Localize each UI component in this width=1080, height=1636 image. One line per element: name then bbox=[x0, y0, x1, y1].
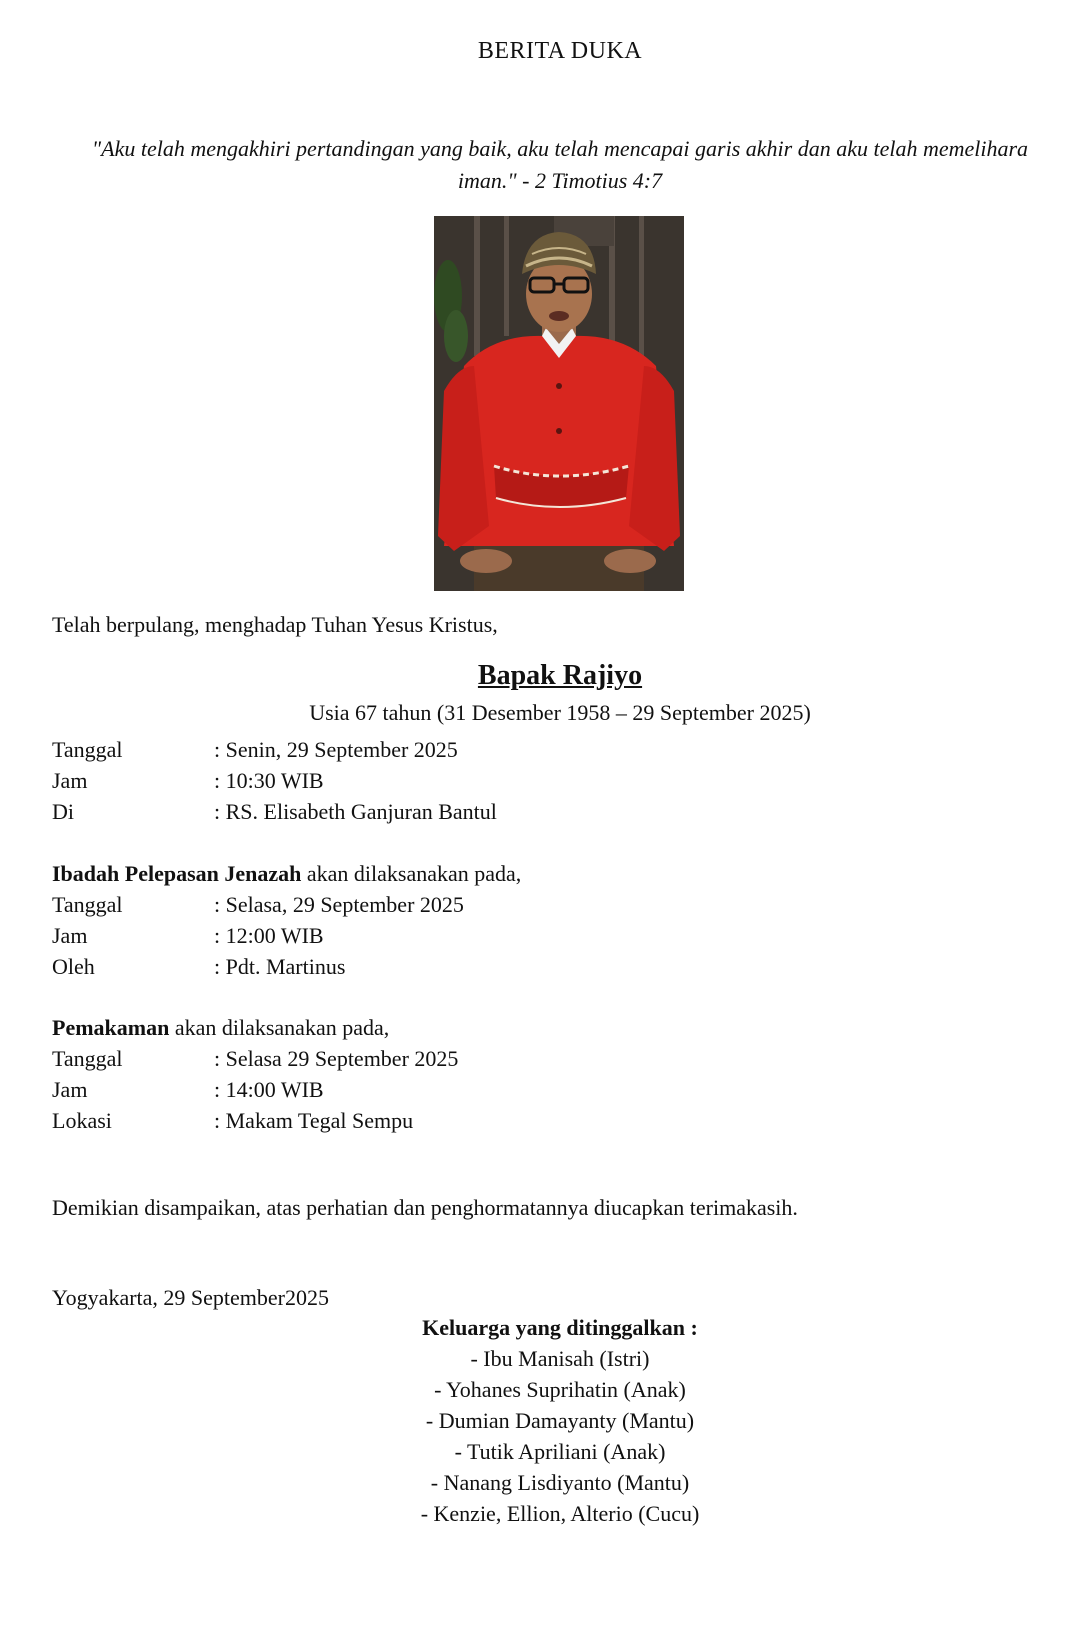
detail-value: : 14:00 WIB bbox=[214, 1077, 324, 1102]
detail-row bbox=[52, 1043, 458, 1074]
burial-heading-bold: Pemakaman bbox=[52, 1015, 170, 1040]
place-date: Yogyakarta, 29 September2025 bbox=[52, 1285, 329, 1310]
service-heading bbox=[52, 858, 521, 889]
detail-label: Tanggal bbox=[52, 737, 123, 762]
detail-row bbox=[52, 889, 521, 920]
burial-details bbox=[52, 1012, 458, 1136]
portrait-photo bbox=[434, 216, 684, 591]
burial-heading-rest: akan dilaksanakan pada, bbox=[169, 1015, 390, 1040]
detail-row bbox=[52, 1074, 458, 1105]
detail-value: : 12:00 WIB bbox=[214, 923, 324, 948]
detail-value: : Selasa 29 September 2025 bbox=[214, 1046, 459, 1071]
detail-label: Oleh bbox=[52, 954, 95, 979]
deceased-age: Usia 67 tahun (31 Desember 1958 – 29 September 2025) bbox=[309, 700, 811, 725]
detail-row bbox=[52, 1105, 458, 1136]
service-heading-bold: Ibadah Pelepasan Jenazah bbox=[52, 861, 302, 886]
family-title: Keluarga yang ditinggalkan : bbox=[422, 1315, 698, 1340]
detail-label: Jam bbox=[52, 768, 88, 793]
family-member: - Nanang Lisdiyanto (Mantu) bbox=[430, 1470, 690, 1495]
detail-label: Tanggal bbox=[52, 1046, 123, 1071]
family-list bbox=[300, 1312, 820, 1529]
burial-heading bbox=[52, 1012, 458, 1043]
closing-text: Demikian disampaikan, atas perhatian dan penghormatannya diucapkan terimakasih. bbox=[52, 1195, 798, 1220]
detail-row bbox=[52, 920, 521, 951]
service-heading-rest: akan dilaksanakan pada, bbox=[301, 861, 522, 886]
detail-value: : Pdt. Martinus bbox=[214, 954, 346, 979]
family-member: - Tutik Apriliani (Anak) bbox=[454, 1439, 666, 1464]
bible-quote: "Aku telah mengakhiri pertandingan yang baik, aku telah mencapai garis akhir dan aku telah memelihara iman." - 2 Timotius 4:7 bbox=[91, 136, 1029, 193]
detail-row bbox=[52, 796, 497, 827]
detail-value: : Selasa, 29 September 2025 bbox=[214, 892, 464, 917]
deceased-name: Bapak Rajiyo bbox=[477, 660, 643, 691]
family-member: - Ibu Manisah (Istri) bbox=[470, 1346, 650, 1371]
family-member: - Kenzie, Ellion, Alterio (Cucu) bbox=[420, 1501, 700, 1526]
intro-text: Telah berpulang, menghadap Tuhan Yesus Kristus, bbox=[52, 612, 498, 637]
passing-details bbox=[52, 734, 497, 827]
detail-value: : 10:30 WIB bbox=[214, 768, 324, 793]
detail-row bbox=[52, 951, 521, 982]
detail-label: Jam bbox=[52, 1077, 88, 1102]
detail-label: Lokasi bbox=[52, 1108, 112, 1133]
detail-row bbox=[52, 765, 497, 796]
detail-row bbox=[52, 734, 497, 765]
service-details bbox=[52, 858, 521, 982]
family-member: - Dumian Damayanty (Mantu) bbox=[425, 1408, 695, 1433]
detail-value: : Makam Tegal Sempu bbox=[214, 1108, 414, 1133]
detail-label: Di bbox=[52, 799, 74, 824]
detail-label: Jam bbox=[52, 923, 88, 948]
detail-value: : Senin, 29 September 2025 bbox=[214, 737, 458, 762]
detail-value: : RS. Elisabeth Ganjuran Bantul bbox=[214, 799, 497, 824]
document-title: BERITA DUKA bbox=[477, 38, 643, 64]
detail-label: Tanggal bbox=[52, 892, 123, 917]
family-member: - Yohanes Suprihatin (Anak) bbox=[434, 1377, 686, 1402]
